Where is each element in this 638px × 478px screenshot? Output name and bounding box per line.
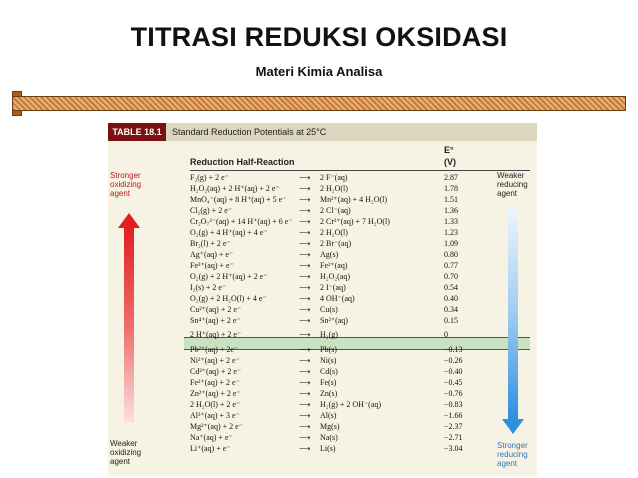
table-row xyxy=(190,432,530,443)
table-row xyxy=(190,399,530,410)
slide-subtitle: Materi Kimia Analisa xyxy=(255,64,383,79)
stronger-reducing-label: Stronger reducing agent xyxy=(497,441,528,468)
reaction-arrow-icon: ⟶ xyxy=(299,356,311,365)
half-reaction-reactants: 2 H⁺(aq) + 2 e⁻ xyxy=(190,330,242,339)
reaction-arrow-icon: ⟶ xyxy=(299,378,311,387)
standard-potential-value: 1.78 xyxy=(444,184,458,193)
half-reaction-reactants: Ni²⁺(aq) + 2 e⁻ xyxy=(190,356,240,365)
half-reaction-products: Ag(s) xyxy=(320,250,339,259)
reaction-arrow-icon: ⟶ xyxy=(299,400,311,409)
half-reaction-reactants: O₂(g) + 4 H⁺(aq) + 4 e⁻ xyxy=(190,228,268,237)
half-reaction-products: Zn(s) xyxy=(320,389,338,398)
half-reaction-products: H₂(g) + 2 OH⁻(aq) xyxy=(320,400,382,409)
half-reaction-products: 4 OH⁻(aq) xyxy=(320,294,355,303)
half-reaction-reactants: Pb²⁺(aq) + 2e⁻ xyxy=(190,345,239,354)
standard-potential-value: −0.45 xyxy=(444,378,463,387)
standard-potential-value: −3.04 xyxy=(444,444,463,453)
standard-potential-value: 0.40 xyxy=(444,294,458,303)
half-reaction-products: Cu(s) xyxy=(320,305,338,314)
half-reaction-products: Cd(s) xyxy=(320,367,338,376)
reaction-arrow-icon: ⟶ xyxy=(299,330,311,339)
reaction-arrow-icon: ⟶ xyxy=(299,250,311,259)
half-reaction-reactants: Li⁺(aq) + e⁻ xyxy=(190,444,231,453)
table-row xyxy=(190,355,530,366)
reduction-potentials-table xyxy=(108,123,537,476)
standard-potential-value: 0.77 xyxy=(444,261,458,270)
table-row xyxy=(190,293,530,304)
table-row xyxy=(190,304,530,315)
reaction-arrow-icon: ⟶ xyxy=(299,206,311,215)
standard-potential-value: 0 xyxy=(444,330,448,339)
table-row xyxy=(190,388,530,399)
stronger-oxidizing-label: Stronger oxidizing agent xyxy=(110,171,142,198)
standard-potential-value: 1.51 xyxy=(444,195,458,204)
column-header-e-unit: (V) xyxy=(444,157,456,167)
standard-potential-value: 1.23 xyxy=(444,228,458,237)
reaction-arrow-icon: ⟶ xyxy=(299,228,311,237)
half-reaction-products: 2 H₂O(l) xyxy=(320,184,348,193)
half-reaction-reactants: Al³⁺(aq) + 3 e⁻ xyxy=(190,411,240,420)
half-reaction-reactants: MnO₄⁻(aq) + 8 H⁺(aq) + 5 e⁻ xyxy=(190,195,287,204)
half-reaction-products: Al(s) xyxy=(320,411,337,420)
reaction-arrow-icon: ⟶ xyxy=(299,305,311,314)
reaction-arrow-icon: ⟶ xyxy=(299,367,311,376)
half-reaction-reactants: H₂O₂(aq) + 2 H⁺(aq) + 2 e⁻ xyxy=(190,184,280,193)
half-reaction-reactants: I₂(s) + 2 e⁻ xyxy=(190,283,227,292)
standard-potential-value: 0.80 xyxy=(444,250,458,259)
table-row xyxy=(190,205,530,216)
half-reaction-reactants: Fe³⁺(aq) + e⁻ xyxy=(190,261,234,270)
table-row xyxy=(190,260,530,271)
standard-potential-value: 1.33 xyxy=(444,217,458,226)
table-row xyxy=(190,410,530,421)
standard-potential-value: 1.36 xyxy=(444,206,458,215)
standard-potential-value: −0.40 xyxy=(444,367,463,376)
table-row xyxy=(190,238,530,249)
table-row xyxy=(190,329,530,340)
reaction-arrow-icon: ⟶ xyxy=(299,261,311,270)
oxidizing-strength-arrow xyxy=(124,227,134,423)
reaction-arrow-icon: ⟶ xyxy=(299,433,311,442)
table-row xyxy=(190,443,530,454)
half-reaction-reactants: Mg²⁺(aq) + 2 e⁻ xyxy=(190,422,243,431)
half-reaction-reactants: Zn²⁺(aq) + 2 e⁻ xyxy=(190,389,241,398)
table-row xyxy=(190,315,530,326)
reaction-arrow-icon: ⟶ xyxy=(299,217,311,226)
half-reaction-products: H₂O₂(aq) xyxy=(320,272,351,281)
reaction-arrow-icon: ⟶ xyxy=(299,389,311,398)
standard-potential-value: −0.13 xyxy=(444,345,463,354)
half-reaction-reactants: O₂(g) + 2 H⁺(aq) + 2 e⁻ xyxy=(190,272,268,281)
table-row xyxy=(190,227,530,238)
reaction-arrow-icon: ⟶ xyxy=(299,422,311,431)
reaction-arrow-icon: ⟶ xyxy=(299,173,311,182)
half-reaction-products: Sn²⁺(aq) xyxy=(320,316,348,325)
half-reaction-products: Fe²⁺(aq) xyxy=(320,261,348,270)
half-reaction-reactants: Cl₂(g) + 2 e⁻ xyxy=(190,206,232,215)
half-reaction-reactants: O₂(g) + 2 H₂O(l) + 4 e⁻ xyxy=(190,294,267,303)
half-reaction-products: Fe(s) xyxy=(320,378,337,387)
half-reaction-reactants: Na⁺(aq) + e⁻ xyxy=(190,433,233,442)
standard-potential-value: −2.71 xyxy=(444,433,463,442)
half-reaction-reactants: 2 H₂O(l) + 2 e⁻ xyxy=(190,400,241,409)
table-row xyxy=(190,249,530,260)
half-reaction-products: Ni(s) xyxy=(320,356,337,365)
slide-title: TITRASI REDUKSI OKSIDASI xyxy=(130,22,508,52)
reaction-arrow-icon: ⟶ xyxy=(299,345,311,354)
standard-potential-value: 1.09 xyxy=(444,239,458,248)
half-reaction-reactants: Cr₂O₇²⁻(aq) + 14 H⁺(aq) + 6 e⁻ xyxy=(190,217,293,226)
half-reaction-reactants: Br₂(l) + 2 e⁻ xyxy=(190,239,231,248)
reaction-arrow-icon: ⟶ xyxy=(299,444,311,453)
weaker-reducing-label: Weaker reducing agent xyxy=(497,171,528,198)
standard-potential-value: 0.34 xyxy=(444,305,458,314)
table-row xyxy=(190,172,530,183)
standard-potential-value: −2.37 xyxy=(444,422,463,431)
half-reaction-products: 2 Br⁻(aq) xyxy=(320,239,352,248)
half-reaction-products: Na(s) xyxy=(320,433,338,442)
table-row xyxy=(190,344,530,355)
decorative-rule xyxy=(12,96,626,111)
reaction-arrow-icon: ⟶ xyxy=(299,272,311,281)
weaker-oxidizing-label: Weaker oxidizing agent xyxy=(110,439,142,466)
table-row xyxy=(190,216,530,227)
half-reaction-products: 2 I⁻(aq) xyxy=(320,283,346,292)
header-divider xyxy=(190,170,530,171)
table-row xyxy=(190,366,530,377)
reaction-arrow-icon: ⟶ xyxy=(299,283,311,292)
half-reaction-products: H₂(g) xyxy=(320,330,338,339)
reaction-arrow-icon: ⟶ xyxy=(299,294,311,303)
column-header-e: E° xyxy=(444,145,454,155)
table-row xyxy=(190,183,530,194)
half-reaction-products: Pb(s) xyxy=(320,345,337,354)
reaction-arrow-icon: ⟶ xyxy=(299,316,311,325)
table-number-tag: TABLE 18.1 xyxy=(108,123,166,141)
reaction-arrow-icon: ⟶ xyxy=(299,239,311,248)
half-reaction-products: Mg(s) xyxy=(320,422,340,431)
reaction-arrow-icon: ⟶ xyxy=(299,184,311,193)
half-reaction-products: 2 Cl⁻(aq) xyxy=(320,206,351,215)
standard-potential-value: −0.76 xyxy=(444,389,463,398)
standard-potential-value: 0.15 xyxy=(444,316,458,325)
down-arrow-icon xyxy=(502,419,524,434)
column-header-reaction: Reduction Half-Reaction xyxy=(190,157,295,167)
table-row xyxy=(190,194,530,205)
half-reaction-reactants: Cd²⁺(aq) + 2 e⁻ xyxy=(190,367,242,376)
half-reaction-reactants: F₂(g) + 2 e⁻ xyxy=(190,173,229,182)
up-arrow-icon xyxy=(118,213,140,228)
table-row xyxy=(190,377,530,388)
table-caption: Standard Reduction Potentials at 25°C xyxy=(172,127,327,137)
half-reaction-reactants: Cu²⁺(aq) + 2 e⁻ xyxy=(190,305,242,314)
standard-potential-value: 0.70 xyxy=(444,272,458,281)
standard-potential-value: −0.26 xyxy=(444,356,463,365)
reaction-arrow-icon: ⟶ xyxy=(299,411,311,420)
half-reaction-reactants: Ag⁺(aq) + e⁻ xyxy=(190,250,234,259)
standard-potential-value: 0.54 xyxy=(444,283,458,292)
half-reaction-products: Li(s) xyxy=(320,444,336,453)
table-row xyxy=(190,282,530,293)
standard-potential-value: −0.83 xyxy=(444,400,463,409)
half-reaction-products: Mn²⁺(aq) + 4 H₂O(l) xyxy=(320,195,388,204)
standard-potential-value: −1.66 xyxy=(444,411,463,420)
reducing-strength-arrow xyxy=(508,206,518,420)
half-reaction-reactants: Sn⁴⁺(aq) + 2 e⁻ xyxy=(190,316,241,325)
table-row xyxy=(190,421,530,432)
table-row xyxy=(190,271,530,282)
half-reaction-products: 2 F⁻(aq) xyxy=(320,173,348,182)
half-reaction-products: 2 Cr³⁺(aq) + 7 H₂O(l) xyxy=(320,217,390,226)
half-reaction-reactants: Fe²⁺(aq) + 2 e⁻ xyxy=(190,378,240,387)
reaction-arrow-icon: ⟶ xyxy=(299,195,311,204)
half-reaction-products: 2 H₂O(l) xyxy=(320,228,348,237)
standard-potential-value: 2.87 xyxy=(444,173,458,182)
